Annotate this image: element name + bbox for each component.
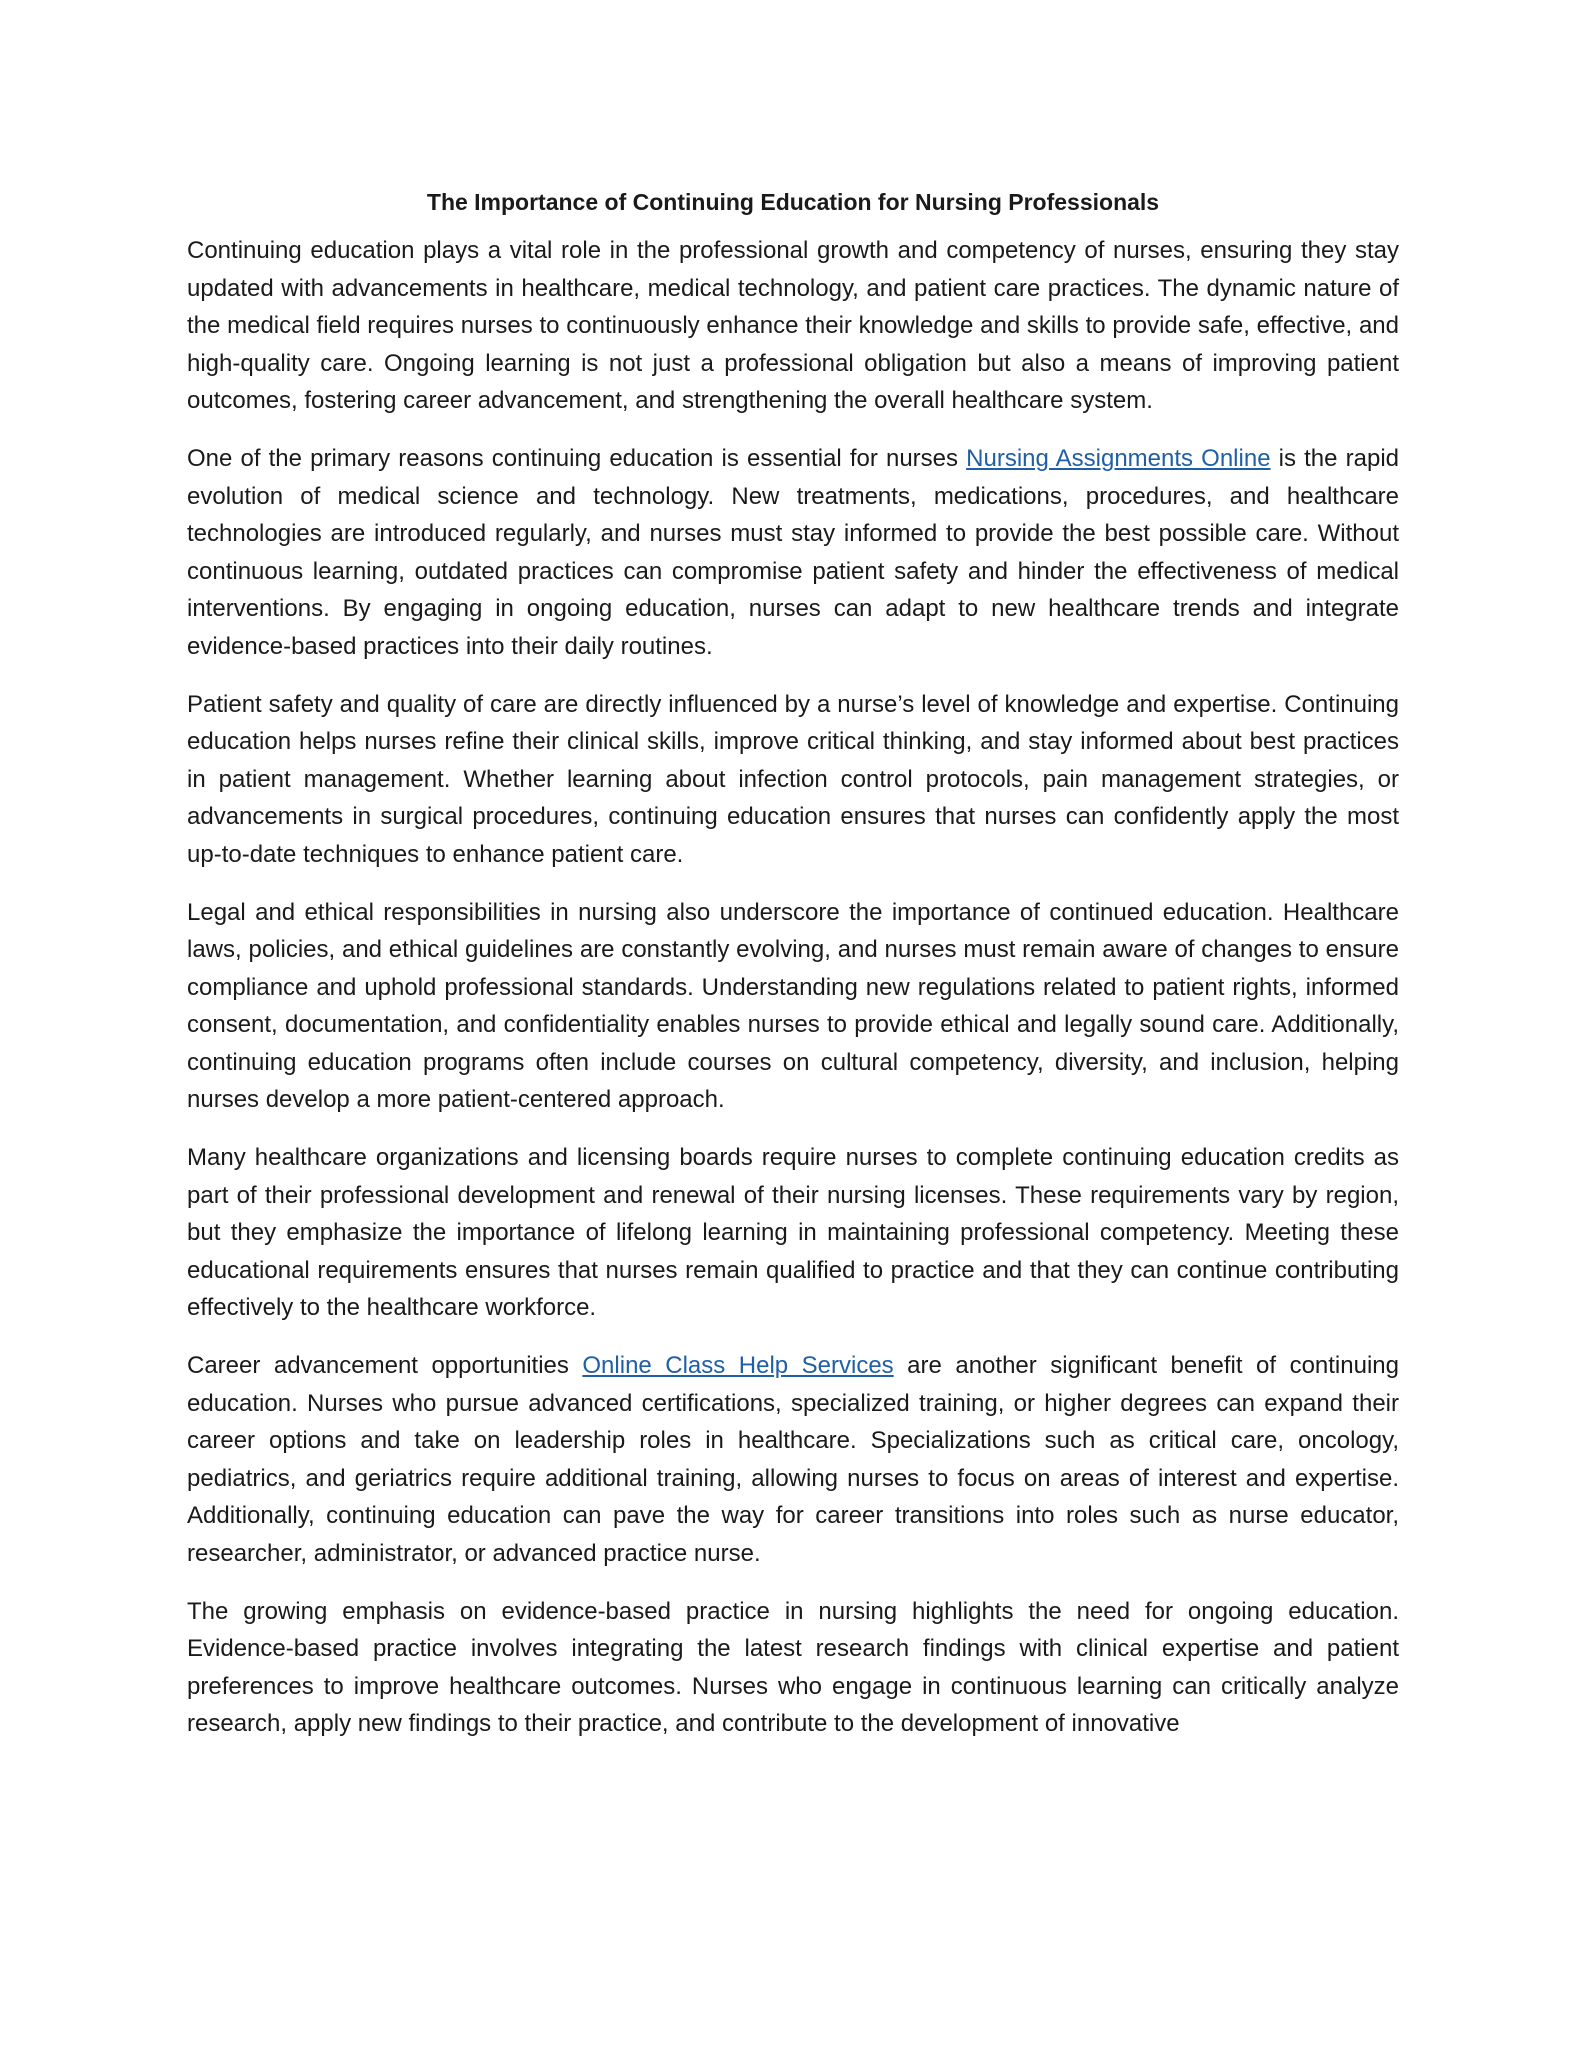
document-title: The Importance of Continuing Education for Nursing Professionals — [426, 189, 1160, 215]
paragraph-intro: Continuing education plays a vital role in the professional growth and competency of nurses, ensuring they stay updated with advancements in healthcare, medical technology, and patient care practices. The dynamic nature of the medical field requires nurses to continuously enhance their knowledge and skills to provide safe, effective, and high-quality care. Ongoing learning is not just a professional obligation but also a means of improving patient outcomes, fostering career advancement, and strengthening the overall healthcare system. — [187, 237, 1399, 415]
paragraph-legal-ethical: Legal and ethical responsibilities in nursing also underscore the importance of continued education. Healthcare laws, policies, and ethical guidelines are constantly evolving, and nurses must remain aware of changes to ensure compliance and uphold professional standards. Understanding new regulations related to patient rights, informed consent, documentation, and confidentiality enables nurses to provide ethical and legally sound care. Additionally, continuing education programs often include courses on cultural competency, diversity, and inclusion, helping nurses develop a more patient-centered approach. — [187, 898, 1399, 1114]
nursing-assignments-online-link[interactable]: Nursing Assignments Online — [966, 444, 1271, 472]
online-class-help-services-link[interactable]: Online Class Help Services — [582, 1352, 894, 1380]
paragraph-evidence-based: The growing emphasis on evidence-based practice in nursing highlights the need for ongoing education. Evidence-based practice involves integrating the latest research findings with clinical expertise and patient preferences to improve healthcare outcomes. Nurses who engage in continuous learning can critically analyze research, apply new findings to their practice, and contribute to the development of innovative — [187, 1597, 1399, 1738]
paragraph-text: are another significant benefit of continuing education. Nurses who pursue advanced certifications, specialized training, or higher degrees can expand their career options and take on leadership roles in healthcare. Specializations such as critical care, oncology, pediatrics, and geriatrics require additional training, allowing nurses to focus on areas of interest and expertise. Additionally, continuing education can pave the way for career transitions into roles such as nurse educator, researcher, administrator, or advanced practice nurse. — [187, 1352, 1399, 1567]
document-body — [187, 180, 1399, 1763]
paragraph-text: is the rapid evolution of medical science and technology. New treatments, medications, procedures, and healthcare technologies are introduced regularly, and nurses must stay informed to provide the best possible care. Without continuous learning, outdated practices can compromise patient safety and hinder the effectiveness of medical interventions. By engaging in ongoing education, nurses can adapt to new healthcare trends and integrate evidence-based practices into their daily routines. — [187, 444, 1399, 660]
paragraph-licensing: Many healthcare organizations and licensing boards require nurses to complete continuing education credits as part of their professional development and renewal of their nursing licenses. These requirements vary by region, but they emphasize the importance of lifelong learning in maintaining professional competency. Meeting these educational requirements ensures that nurses remain qualified to practice and that they can continue contributing effectively to the healthcare workforce. — [187, 1144, 1399, 1322]
paragraph-text: One of the primary reasons continuing education is essential for nurses — [187, 444, 967, 472]
paragraph-text: Career advancement opportunities — [187, 1352, 583, 1380]
paragraph-career-advancement — [187, 1347, 1399, 1573]
paragraph-technology-evolution — [187, 440, 1399, 666]
paragraph-patient-safety: Patient safety and quality of care are directly influenced by a nurse’s level of knowledge and expertise. Continuing education helps nurses refine their clinical skills, improve critical thinking, and stay informed about best practices in patient management. Whether learning about infection control protocols, pain management strategies, or advancements in surgical procedures, continuing education ensures that nurses can confidently apply the most up-to-date techniques to enhance patient care. — [187, 690, 1399, 868]
